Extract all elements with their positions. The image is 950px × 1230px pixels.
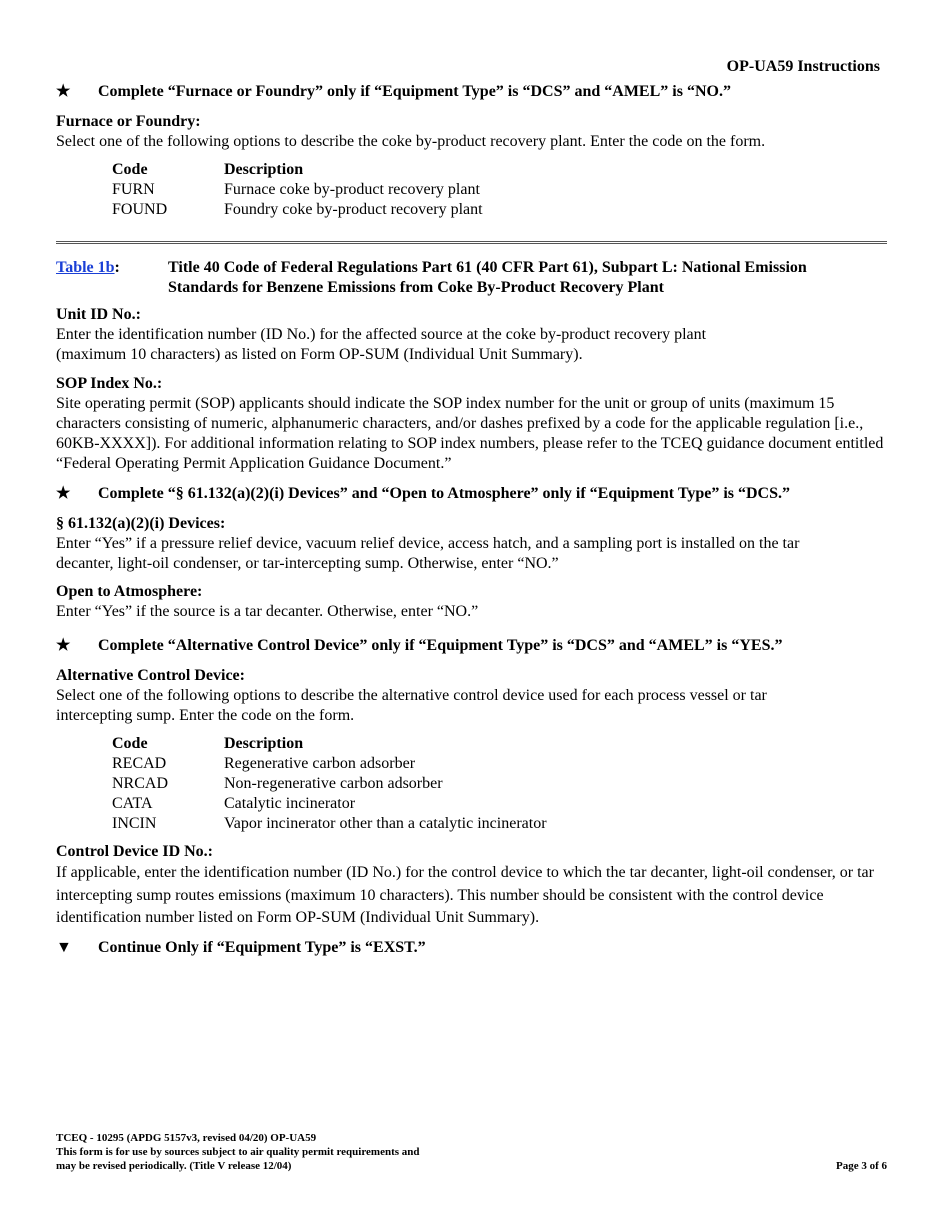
instruction-note-devices xyxy=(56,484,790,504)
sop-heading: SOP Index No.: xyxy=(56,375,163,392)
star-icon: ★ xyxy=(56,637,71,654)
table-row xyxy=(112,774,547,794)
instruction-note-alt-control xyxy=(56,636,782,656)
code-column-header: Code xyxy=(112,161,148,178)
document-header-title: OP-UA59 Instructions xyxy=(726,58,880,75)
footer-form-id: TCEQ - 10295 (APDG 5157v3, revised 04/20) OP-UA59 xyxy=(56,1132,317,1144)
description-cell: Non-regenerative carbon adsorber xyxy=(224,775,443,792)
alt-control-heading: Alternative Control Device: xyxy=(56,667,245,684)
control-device-id-heading: Control Device ID No.: xyxy=(56,843,214,860)
open-atmosphere-heading: Open to Atmosphere: xyxy=(56,583,203,600)
table-reference xyxy=(56,258,168,298)
footer-notice-line1: This form is for use by sources subject to air quality permit requirements and xyxy=(56,1146,420,1158)
triangle-down-icon: ▼ xyxy=(56,939,72,956)
open-atmosphere-section xyxy=(56,582,890,622)
furnace-code-table xyxy=(112,160,483,220)
description-cell: Vapor incinerator other than a catalytic incinerator xyxy=(224,815,547,832)
instruction-note-text: Complete “Furnace or Foundry” only if “Equipment Type” is “DCS” and “AMEL” is “NO.” xyxy=(98,83,731,100)
table-row xyxy=(112,754,547,774)
table-row xyxy=(112,794,547,814)
description-cell: Catalytic incinerator xyxy=(224,795,356,812)
unit-id-text-line1: Enter the identification number (ID No.) for the affected source at the coke by-product recovery plant xyxy=(56,326,707,343)
description-column-header: Description xyxy=(224,735,304,752)
unit-id-text-line2: (maximum 10 characters) as listed on Form OP-SUM (Individual Unit Summary). xyxy=(56,346,583,363)
alt-control-code-table xyxy=(112,734,547,834)
control-device-id-section xyxy=(56,842,892,930)
star-icon: ★ xyxy=(56,485,71,502)
devices-heading: § 61.132(a)(2)(i) Devices: xyxy=(56,515,226,532)
code-cell: CATA xyxy=(112,795,153,812)
furnace-section xyxy=(56,112,890,152)
instruction-note-text: Complete “Alternative Control Device” only if “Equipment Type” is “DCS” and “AMEL” is “YES.” xyxy=(98,637,783,654)
code-column-header: Code xyxy=(112,735,148,752)
unit-id-heading: Unit ID No.: xyxy=(56,306,141,323)
table-row xyxy=(112,180,483,200)
furnace-heading: Furnace or Foundry: xyxy=(56,113,201,130)
page-number: Page 3 of 6 xyxy=(835,1160,887,1172)
furnace-text: Select one of the following options to describe the coke by-product recovery plant. Enter the code on the form. xyxy=(56,133,766,150)
instruction-note-continue xyxy=(56,938,426,958)
table-ref-colon: : xyxy=(114,259,120,276)
table-header-row xyxy=(112,734,547,754)
table-1b-title xyxy=(56,258,868,298)
instruction-note-text: Continue Only if “Equipment Type” is “EXST.” xyxy=(98,939,426,956)
devices-section xyxy=(56,514,860,574)
footer-notice-line2: may be revised periodically. (Title V release 12/04) xyxy=(56,1160,292,1172)
devices-text: Enter “Yes” if a pressure relief device, vacuum relief device, access hatch, and a sampling port is installed on the tar decanter, light-oil condenser, or tar-intercepting sump. Otherwise, enter “NO.” xyxy=(56,535,800,572)
instruction-note-text: Complete “§ 61.132(a)(2)(i) Devices” and “Open to Atmosphere” only if “Equipment Type” is “DCS.” xyxy=(98,485,790,502)
code-cell: RECAD xyxy=(112,755,167,772)
control-device-id-text: If applicable, enter the identification number (ID No.) for the control device to which the tar decanter, light-oil condenser, or tar intercepting sump routes emissions (maximum 10 characters). This number should be consistent with the control device identification number listed on Form OP-SUM (Individual Unit Summary). xyxy=(56,864,874,926)
alt-control-text: Select one of the following options to describe the alternative control device used for each process vessel or tar intercepting sump. Enter the code on the form. xyxy=(56,687,767,724)
table-header-row xyxy=(112,160,483,180)
table-1b-link[interactable]: Table 1b xyxy=(56,259,115,276)
open-atmosphere-text: Enter “Yes” if the source is a tar decanter. Otherwise, enter “NO.” xyxy=(56,603,479,620)
star-icon: ★ xyxy=(56,83,71,100)
code-cell: INCIN xyxy=(112,815,157,832)
description-cell: Foundry coke by-product recovery plant xyxy=(224,201,483,218)
description-cell: Regenerative carbon adsorber xyxy=(224,755,416,772)
unit-id-section xyxy=(56,305,890,365)
table-row xyxy=(112,814,547,834)
sop-text: Site operating permit (SOP) applicants should indicate the SOP index number for the unit or group of units (maximum 15 characters consisting of numeric, alphanumeric characters, and/or dashes prefixed by a code for the applicable regulation [i.e., 60KB-XXXX]). For additional information relating to SOP index numbers, please refer to the TCEQ guidance document entitled “Federal Operating Permit Application Guidance Document.” xyxy=(56,395,884,472)
table-row xyxy=(112,200,483,220)
sop-section xyxy=(56,374,886,474)
alt-control-section xyxy=(56,666,830,726)
page-footer xyxy=(56,1131,420,1173)
section-divider xyxy=(56,241,887,244)
code-cell: NRCAD xyxy=(112,775,169,792)
description-cell: Furnace coke by-product recovery plant xyxy=(224,181,480,198)
code-cell: FOUND xyxy=(112,201,168,218)
table-1b-title-text: Title 40 Code of Federal Regulations Part 61 (40 CFR Part 61), Subpart L: National Emission Standards for Benzene Emissions from Coke By-Product Recovery Plant xyxy=(168,259,807,296)
description-column-header: Description xyxy=(224,161,304,178)
instruction-note-furnace xyxy=(56,82,731,102)
code-cell: FURN xyxy=(112,181,155,198)
